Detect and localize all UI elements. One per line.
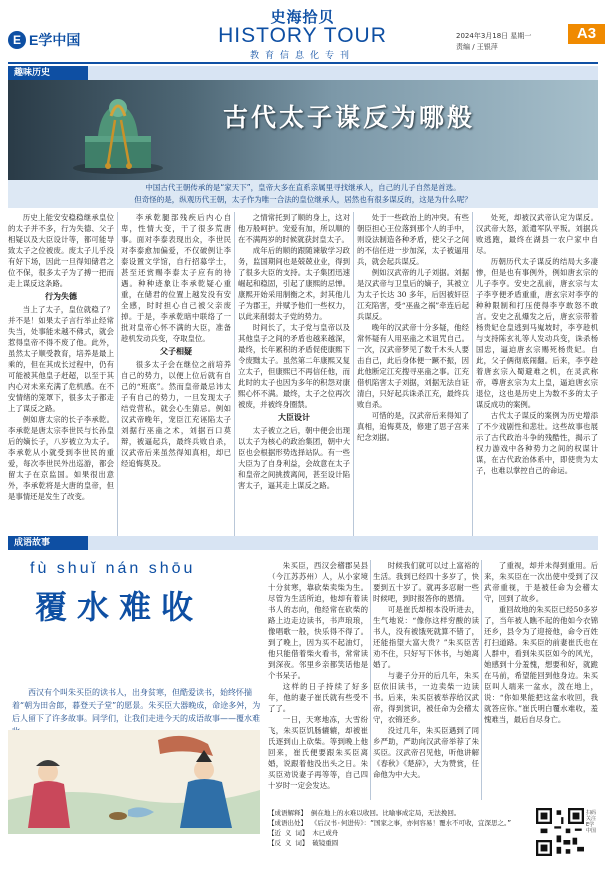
paragraph: 一日，天寒地冻，大雪纷飞，朱买臣饥肠辘辘，却被崔氏逐到山上砍柴。等到晚上他回来，崔氏便要跟朱买臣离婚，说跟着他没出头之日。朱买臣劝说妻子再等等，自己四十岁时一定会发达。 xyxy=(268,715,368,790)
idiom-notes xyxy=(268,808,528,860)
idiom-synonym: 【近 义 词】 木已成舟 xyxy=(268,829,339,837)
article-column-4 xyxy=(357,212,469,547)
column-divider xyxy=(234,212,235,545)
article-column-1 xyxy=(8,212,114,547)
page-number: A3 xyxy=(568,24,605,44)
article-column-2 xyxy=(121,212,231,547)
column-title-en: HISTORY TOUR xyxy=(218,24,387,47)
lead-line-2: 但奇怪的是，纵观历代王朝，太子作为唯一合法的皇位继承人，居然也有很多谋反的，这是为什么呢？ xyxy=(134,195,472,204)
column-divider xyxy=(353,212,354,545)
section-label: 趣味历史 xyxy=(14,68,51,78)
paragraph: 历朝历代太子谋反的结局大多凄惨，但是也有事例外，例如唐玄宗的儿子李亨。安史之乱前，唐玄宗与太子李亨便矛盾重重，唐玄宗对李亨的种种限制和打压使得李亨敢怒不敢言。安史之乱爆发之后，唐玄宗带着杨贵妃仓皇逃到马嵬坡时，李亨趁机与支持陈玄礼等人发动兵变，诛杀杨国忠，逼迫唐玄宗赐死杨贵妃。自此，父子俩彻底闹翻。后来，李亨趁着唐玄宗入蜀避难之机，在灵武称帝，尊唐玄宗为太上皇，逼迫唐玄宗退位，这也是历史上为数不多的太子谋反成功的案例。 xyxy=(476,257,598,409)
idiom-source: 【成语出处】 《后汉书·何进传》：“国家之事，亦何容易！覆水不可收，宜深思之。” xyxy=(268,819,512,827)
e-logo-icon: E xyxy=(8,31,26,49)
paragraph: 例如汉武帝的儿子刘据。刘据是汉武帝与卫皇后的嫡子，其被立为太子长达 30 多年，后因被奸臣江充陷害，受“巫蛊之祸”牵连后起兵谋反。 xyxy=(357,268,469,321)
idiom-illustration-icon xyxy=(8,730,260,834)
paragraph: 与妻子分开的后几年，朱买臣依旧读书，一边卖柴一边读书。后来，朱买臣被举荐给汉武帝，得到赏识，被任命为会稽太守，衣锦还乡。 xyxy=(373,671,479,724)
lead-line-1: 中国古代王朝传承的是“家天下”，皇帝大多在直系亲属里寻找继承人，自己的儿子自然是首选。 xyxy=(145,183,461,192)
issue-date: 2024年3月18日 xyxy=(456,32,509,40)
column-title: 史海拾贝 xyxy=(270,8,335,26)
editor: 责编 / 王银萍 xyxy=(456,43,498,51)
brand-name: E学中国 xyxy=(29,32,81,48)
section-bar-history xyxy=(8,66,598,80)
paragraph: 时候我们就可以过上富裕的生活。我到已经四十多岁了，快要到五十岁了。就再多忍耐一些时候吧，到时报答你的恩情。 xyxy=(373,561,479,603)
subheading: 大臣设计 xyxy=(278,413,310,422)
masthead-rule xyxy=(8,62,598,64)
qr-label: 扫码关注E学中国 xyxy=(586,810,597,834)
hero-title: 古代太子谋反为哪般 xyxy=(223,103,476,132)
idiom-intro: 西汉有个叫朱买臣的读书人，出身贫寒，但酷爱读书，始终怀揣着“朝为田舍郎，暮登天子堂”的愿景。朱买臣大器晚成，命途多舛，为后人留下了许多故事。同学们，让我们走进今天的成语故事——覆水难 xyxy=(12,688,261,723)
column-subtitle: 教育信息化专刊 xyxy=(249,51,355,61)
column-divider xyxy=(117,212,118,545)
column-divider xyxy=(481,560,482,800)
section-bar-idiom xyxy=(8,536,598,550)
article-column-5 xyxy=(476,212,598,547)
paragraph: 例如唐太宗的长子李承乾。李承乾是唐太宗李世民与长孙皇后的嫡长子，八岁被立为太子。李承乾从小就受到李世民的重爱，每次李世民外出巡游，都会留太子在京监国。如果很出意外，李承乾将是大唐的皇帝，但是事情还是发生了改变。 xyxy=(8,415,114,501)
paragraph: 太子被立之后，朝中便会出现以太子为核心的政治集团，朝中大臣也会根据形势选择站队。有一些大臣为了自身利益，会故意在太子和皇帝之间挑拨离间，甚至设计陷害太子，逼其走上谋反之路。 xyxy=(238,426,350,490)
jade-seal-icon xyxy=(63,86,173,176)
paragraph: 可惜的是，汉武帝后来得知了真相，追悔莫及，修建了思子宫来纪念刘据。 xyxy=(357,411,469,442)
article-column-3 xyxy=(238,212,350,547)
column-divider xyxy=(370,560,371,800)
subheading: 父子相疑 xyxy=(160,347,192,356)
paragraph: 朱买臣，西汉会稽郡吴县（今江苏苏州）人，从小家境十分贫寒，靠砍柴卖柴为生。尽管为生活所迫，他却有着读书人的志向，他经常在砍柴的路上边走边读书，书声琅琅，像唱歌一般，快乐得不得了。到了晚上，因为买不起油灯，他只能借着柴火看书，常常读到深夜。邻里乡亲都笑话他是个书呆子。 xyxy=(268,561,368,680)
column-divider xyxy=(472,212,473,545)
paragraph: 李承乾腿部残疾后内心自卑，性情大变，干了很多荒唐事。面对李泰表现出众，李世民对李泰愈加偏爱，不仅破例让李泰设置文学馆，自行招募学士，甚至还赏赐李泰太子应有的待遇。种种迹象让李承乾疑心重重，在储君的位置上越发没有安全感，时时担心自己被父亲废掉。于是，李承乾暗中联络了一批对皇帝心怀不满的大臣，准备趁机发动兵变，夺取皇位。 xyxy=(121,213,231,343)
idiom-pinyin: fù shuǐ nán shōu xyxy=(30,560,196,577)
paragraph: 处死，却被汉武帝认定为谋反。汉武帝大怒，派遣军队平叛。刘据兵败逃跑，最终在湖县一农户家中自尽。 xyxy=(476,213,598,255)
paragraph: 这样的日子持续了好多年，他的妻子崔氏就有些受不了了。 xyxy=(268,682,368,713)
subheading: 行为失德 xyxy=(45,292,77,301)
hero-lead xyxy=(8,180,598,208)
paragraph: 时间长了，太子党与皇帝以及其他皇子之间的矛盾也越来越深，最终，长年累积的矛盾促使康熙下令废黜太子。虽然第二年康熙又复立太子，但康熙已不再信任他，而此时的太子也因为多年的积怨对康熙心怀不满。最终，太子之位再次被废，并被终身圈禁。 xyxy=(238,323,350,409)
paragraph: 了重视，却并未得到重用。后来，朱买臣在一次出使中受到了汉武帝重视，于是被任命为会稽太守，回到了故乡。 xyxy=(484,561,598,603)
idiom-explanation: 【成语解释】 倒在地上的水难以收回。比喻事成定局，无法挽回。 xyxy=(268,809,461,817)
paragraph: 成年后的顺的跟随谏敏学习政务，监国期间也是兢兢业业，得到了很多大臣的支持。太子集团迅速崛起和稳固，引起了康熙的忌惮。康熙开始采用制衡之术，封其他儿子为郡王，并赋予他们一些权力，以此来削弱太子党的势力。 xyxy=(238,246,350,321)
section-label: 成语故事 xyxy=(14,538,51,548)
paragraph: 古代太子谋反的案例为历史增添了不少戏剧性和悲壮。这些故事也展示了古代政治斗争的残酷性，揭示了权力游戏中各种势力之间的权谋计谋，在古代政治体系中，即使贵为太子，也难以掌控自己的命运。 xyxy=(476,411,598,475)
paragraph: 当上了太子，皇位就稳了？并不是！如果太子言行举止经常失当，处事能未越不佛式，就会惹得皇帝不得不废了他。此外，虽然太子顺受教育，培养是最上乘的，但在其成长过程中，仍有可能被其他皇子赶超，以至于其内心对未来充满了危机感。在不安情绪的笼罩下，很多太子都走上了谋反之路。 xyxy=(8,305,114,413)
date-info xyxy=(456,31,531,53)
paragraph: 处于一些政治上的冲突。有些朝臣担心王位落到那个人的手中，则设法制造各种矛盾，使父子之间的不信任进一步加深，太子被逼用兵，就会起兵谋反。 xyxy=(357,213,469,266)
paragraph: 重回故地的朱买臣已经50多岁了，当年被人瞧不起的他如今衣锦还乡，县令为了迎接他，命令百姓打扫道路。朱买臣的前妻崔氏也在人群中，看到朱买臣如今的风光，她感到十分羞愧，想要和好，就跪在马前，希望能回到他身边。朱买臣叫人端来一盆水，泼在地上，说：“你如果能把这盆水收回，我就答应你。”崔氏明白覆水难收，羞愧难当，最后自尽身亡。 xyxy=(484,605,598,724)
story-column-2 xyxy=(373,560,479,802)
masthead xyxy=(0,0,605,64)
story-column-3 xyxy=(484,560,598,802)
paragraph: 之情常托到了顺的身上，这对他万般呵护。宠爱有加，所以顺的在不满两岁的时候就获封皇太子。 xyxy=(238,213,350,244)
paragraph: 很多太子会在继位之前培养自己的势力，以便上位后就有自己的“班底”。然而皇帝最忌讳太子有自己的势力，一旦发现太子结党营私，就会心生猜忌。例如汉武帝晚年，宠臣江充诬陷太子刘据行巫蛊之术，刘据百口莫辩，被逼起兵，最终兵败自杀，汉武帝后来虽然得知真相，却已经追悔莫及。 xyxy=(121,360,231,468)
hero-banner xyxy=(8,80,598,180)
weekday: 星期一 xyxy=(510,32,532,40)
paragraph: 历史上能安安稳稳继承皇位的太子并不多，行为失德、父子相疑以及大臣设计等，都可能导致太子之位被废。废太子儿乎没有好下场，因此一旦得知储君之位不保，很多太子为了搏一把而走上谋反这条路。 xyxy=(8,213,114,288)
story-column-1 xyxy=(268,560,368,802)
paragraph: 晚年的汉武帝十分多疑，他经常怀疑有人用巫蛊之术诅咒自己。一次，汉武帝梦见了数千木头人要击自己，此后身体便一蹶不振，因此他断定江充搜寻巫蛊之事。江充借机陷害太子刘据，刘据无法自证清白，只好起兵诛杀江充，最终兵败自杀。 xyxy=(357,323,469,409)
idiom-title: 覆水难收 xyxy=(35,588,204,626)
qr-code-icon[interactable] xyxy=(536,808,584,856)
paragraph: 可是崔氏却根本没听进去，生气地说：“像你这样穷酸的读书人，没有被饿死就算不错了，还能指望大富大贵？”朱买臣苦劝不住，只好写下休书，与她离婚了。 xyxy=(373,605,479,669)
idiom-antonym: 【反 义 词】 破镜重圆 xyxy=(268,839,339,847)
paragraph: 没过几年，朱买臣遇到了同乡严助，严助向汉武帝举荐了朱买臣。汉武帝召见他，听他讲解《春秋》《楚辞》，大为赞赏，任命他为中大夫。 xyxy=(373,726,479,779)
